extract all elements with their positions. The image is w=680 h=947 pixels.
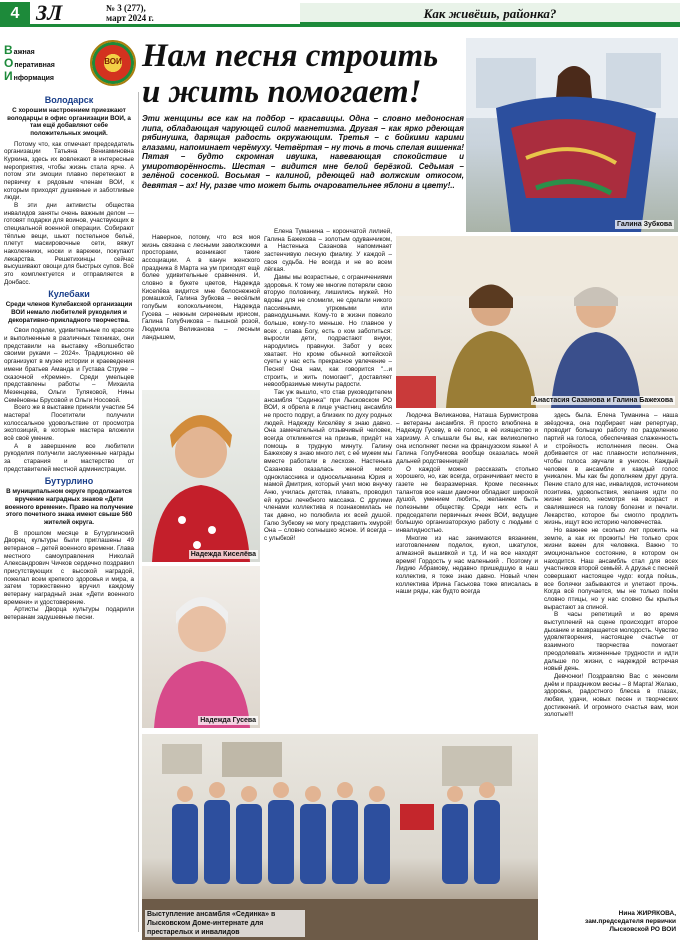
photo-guseva [142, 566, 260, 728]
paragraph: В часы репетиций и во время выступлений на сцене происходит второе дыхание и возвращается молодость. Чувство удовлетворения, настоящее счастье от взаимного творчества помогает преодолевать жизненные трудности и идти дальше по жизни, с надеждой встречая новый день. [544, 611, 678, 673]
caption: Надежда Киселёва [190, 551, 256, 558]
paragraph: Елена Туманина – корончатой лилией, Галина Бажехова – золотым одуванчиком, а Настенька Сазанова напоминает застенчивую лесную фиалку. У каждой – своя судьба. Не всегда и не во всем лёгкая. [264, 228, 392, 274]
masthead: ЗЛ [36, 0, 63, 25]
photo-figure [466, 38, 678, 232]
photo-figure [142, 390, 260, 562]
issue-number: № 3 (277), [106, 3, 146, 13]
rubric-title: Как живёшь, районка? [300, 3, 680, 24]
paragraph: Свои поделки, удивительные по красоте и выполненные в различных техниках, они представили на выставку «Волшебство своими руками – 2024». Традиционно её организуют в музее истории и краеведения имени братьев Аманда и Густава Струве – сказочной «Кремне». Среди умельцев представлены работы – Михаила Мезенцева, Ольги Туляковой, Нины Семёновны Брусовой и Ольги Носовой. [4, 327, 134, 404]
article-intro: Эти женщины все как на подбор – красавицы. Одна – словно медоносная липа, обладающая чарующей силой магнетизма. Другая – как ярко рдеющая рябинушка, дарящая радость окружающим. Третья – с бойкими карими глазами, напоминает черёмуху. Четвёртая – ну точь в точь спелая вишенка! Пятая – будто скромная ивушка, навевающая спокойствие и умиротворённость. Шестая – видится мне белой берёзкой. Седьмая – зелёной сосенкой. Восьмая – калиной, рдеющей над волжским откосом, девятая – ах! Ну, разве что может быть очаровательнее яблони в цвету!.. [142, 114, 464, 190]
paragraph: Наверное, потому, что вся моя жизнь связана с лесными заволжскими просторами, возникают такие ассоциации. А в канун женского праздника 8 Марта на ум приходят ещё более удивительные сравнения. И, словно в букете цветов, Надежда Киселёва видится мне белоснежной ромашкой, Галина Зубкова – весёлым голубым колокольчиком, Надежда Гусева – нежным сиреневым ирисом, Галина Голубчикова – пышной розой, Людмила Великанова – лесным ландышем, [142, 234, 260, 341]
photo-kiseleva [142, 390, 260, 562]
section-title: Бутурлино [44, 476, 94, 487]
caption: Анастасия Сазанова и Галина Бажехова [532, 397, 673, 404]
paragraph: Артисты Дворца культуры подарили ветеранам задушевные песни. [4, 606, 134, 621]
voi-line: Информация [4, 69, 55, 83]
issue-info [106, 3, 154, 23]
paragraph: Многие из нас занимаются вязанием, изготовлением поделок, кукол, шкатулок, алмазной вышивкой и т.д. И на все находят время! Гордость у нас маленький . Поэтому и Лидию Абрамову, недавно пришедшую в наш коллектив, я тоже знаю давно. Новый член коллектива Ирина Гаськова тоже вписалась в наши ряды, как будто всегда [396, 534, 538, 596]
paragraph: Людочка Великанова, Наташа Бурмистрова – ветераны ансамбля. Я просто влюблена в Надежду Гусеву, в её голос, в её изящество и харизму. А слышали бы вы, как великолепно она исполняет песни на французском языке! А Галина Голубчикова вообще оказалась моей дальней родственницей! [396, 412, 538, 466]
voi-line: Важная [4, 43, 35, 57]
paragraph: В прошлом месяце в Бутурлинский Дворец культуры были приглашены 49 ветеранов – детей военного времени. Глава местного самоуправления Николай Александрович Чичков сердечно поздравил присутствующих с высокой наградой, пожелал всем крепкого здоровья и мира, а затем торжественно вручил каждому ветерану наградный знак «Дети военного времени» и удостоверение. [4, 529, 134, 606]
text-column-1 [142, 234, 260, 341]
header-bar [0, 0, 680, 27]
paragraph: здесь была. Елена Туманина – наша звёздочка, она подбирает нам репертуар, проводит большую работу по разделению партий на голоса, обеспечивая слаженность и стройность исполнения песен. Она добивается от нас плавности исполнения, чтобы голоса звучали в унисон. Каждый человек в ансамбле и каждый голос уникален. Мы как бы дополняем друг друга. Пение стало для нас, инвалидов, источником позитива, удовольствия, желания идти по жизни весело, несмотря на возраст и свалившиеся на голову болезни и печали. Лекарство, которое бы смогло продлить жизнь, ищут всю историю человечества. [544, 412, 678, 527]
voi-emblem-icon: ВОИ [90, 40, 136, 86]
text-column-3 [396, 412, 538, 596]
paragraph: Дамы мы возрастные, с ограничениями здоровья. К тому же многие потеряли свою вторую половинку, лишились мужей. Но вдовы для не сломили, не сделали никого пассивными, угрюмыми или равнодушными. Кому-то в жизни повезло больше, кому-то меньше. Но главное у всех , слава Богу, есть о ком заботиться: выросли дети, подрастают внуки, народились правнуки. Забот у всех хватает. Но кроме обычной житейской суеты у нас есть прекрасное увлечение – Песня! Она нам, как говорится "...и строить, и жить помогает", доставляет невообразимые минуты радости. [264, 274, 392, 389]
signature [548, 910, 676, 934]
section-title: Володарск [44, 95, 94, 105]
text-column-2 [264, 228, 392, 543]
left-column [4, 92, 134, 622]
photo-zubkova [466, 38, 678, 232]
page-number: 4 [0, 2, 30, 26]
photo-figure [396, 236, 678, 408]
section-lead: Среди членов Кулебакской организации ВОИ немало любителей рукоделия и декоративно-прикладного творчества. [5, 301, 133, 324]
paragraph: А в завершение все любители рукоделия получили заслуженные награды за старания и мастерство от представителей местной администрации. [4, 442, 134, 473]
text-column-4 [544, 412, 678, 719]
caption: Выступление ансамбля «Сединка» в Лысковском Доме-интернате для престарелых и инвалидов [145, 910, 305, 937]
author-title: зам.председателя первички Лысковской РО ВОИ [585, 918, 676, 933]
author-name: Нина ЖИРЯКОВА, [618, 910, 676, 917]
caption: Надежда Гусева [200, 717, 256, 724]
paragraph: Но важнее не сколько лет прожить на земле, а как их прожить! Не только срок жизни важен для человека. Важно то эмоциональное состояние, в котором он находится. Наш ансамбль стал для всех участников второй семьёй. А друзья с песней совершают настоящее чудо: когда поёшь, все болячки забываются и улетают прочь. Когда всё получается, мы не только поём словно птицы, но у нас словно бы крылья вырастают за спиной. [544, 527, 678, 611]
paragraph: В эти дни активисты общества инвалидов заняты очень важным делом — готовят подарки для воинов, участвующих в специальной военной операции. Собирают тёплые вещи, шьют постельное бельё, плетут маскировочные сети, вяжут наколенники, носки и варежки, покупают лекарства. Решетихинцы сейчас высушивают овощи для быстрых супов. Всё это комплектуется и отправляется в Донбасс. [4, 202, 134, 286]
voi-block [4, 45, 90, 84]
headline: Нам песня строить и жить помогает! [142, 38, 439, 110]
paragraph: Так уж вышло, что став руководителем ансамбля "Сединка" при Лысковском РО ВОИ, я обрела в лице участниц ансамбля не просто подруг, а близких по духу родных людей. Надежду Киселёву я знаю давно. Она замечательный отзывчивый человек, всегда откликнется на призыв, придёт на помощь в трудную минуту. Галину Бажехову я знаю много лет, с её мужем мы вместе работали в лесхозе. Настенька Сазанова оказалась женой моего одноклассника и односельчанина Юрия и мамой Дмитрия, который учил мою внучку Аню, училась детства, плавать, проводил ей курсы лечебного массажа. С другими членами коллектива я познакомилась не так давно, но полюбила их всей душой. Галю Зубкову не могу представить хмурой! Она – словно солнышко ясное. И всегда – с улыбкой! [264, 389, 392, 542]
caption: Галина Зубкова [617, 221, 672, 228]
paragraph: Потому что, как отмечает председатель организации Татьяна Вениаминовна Куркина, здесь их вовлекают в интересные мероприятия, чтобы жизнь стала ярче. А потом эти эмоции плавно перетекают в первичку к рядовым членам ВОИ, к которым приходят душевные и заботливые люди. [4, 140, 134, 202]
paragraph: Девчонки! Поздравляю Вас с женским днём и праздником весны – 8 Марта! Желаю, здоровья, радостного блеска в глазах, любви, удачи, новых песен и творческих достижений. И огромного счастья вам, мои золотые!!! [544, 672, 678, 719]
photo-pair [396, 236, 678, 408]
photo-ensemble [142, 734, 538, 940]
section-lead: В муниципальном округе продолжается вручение наградных знаков «Дети военного времени». Право на получение этого почетного знака имеют свыше 560 жителей округа. [4, 488, 134, 526]
voi-line: Оперативная [4, 56, 55, 70]
section-lead: С хорошим настроением приезжают володарцы в офис организации ВОИ, а там ещё добавляют себе положительных эмоций. [7, 107, 131, 138]
section-title: Кулебаки [48, 289, 90, 300]
issue-date: март 2024 г. [106, 13, 154, 23]
paragraph: О каждой можно рассказать столько хорошего, но, как всегда, ограничивает место в газете не безразмерная. Кроме песенных талантов все наши дамочки обладают широкой душой, умением любить, желанием быть полезными обществу. Среди них есть и председатели первичных ячеек ВОИ, ведущие большую организаторскую работу с людьми с инвалидностью. [396, 465, 538, 535]
photo-figure [142, 566, 260, 728]
column-divider [138, 92, 139, 932]
paragraph: Всего же в выставке приняли участие 54 мастера! Посетители получили колоссальное удовольствие от просмотра экспозиций, в которые мастера вложили всё своё умение. [4, 404, 134, 442]
